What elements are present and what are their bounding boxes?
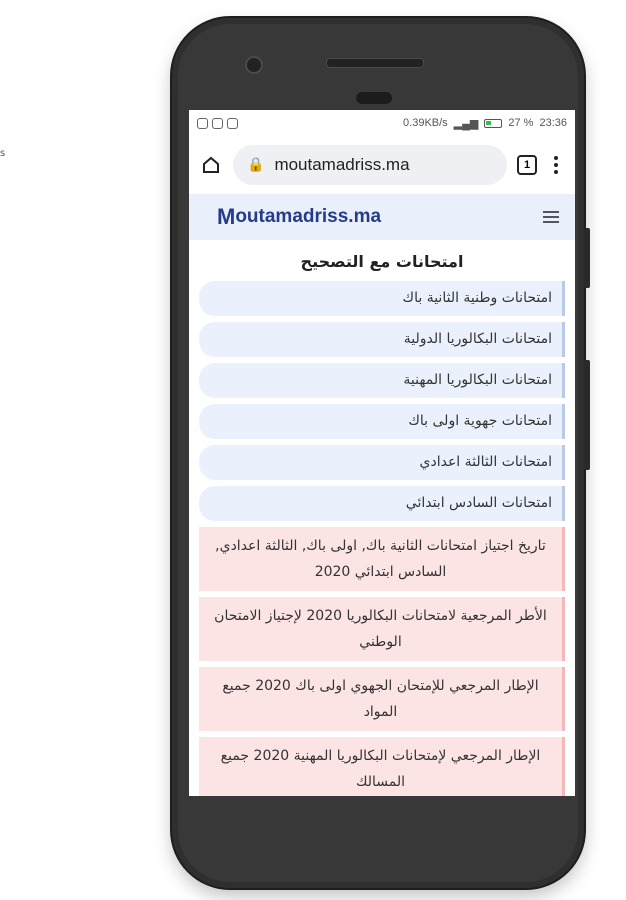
battery-level: 27 % [508, 117, 534, 129]
list-item[interactable]: تاريخ اجتياز امتحانات الثانية باك, اولى باك, الثالثة اعدادي, السادس ابتدائي 2020 [199, 527, 565, 591]
clock: 23:36 [539, 117, 567, 129]
more-menu-icon[interactable] [547, 156, 565, 174]
whatsapp-icon [197, 118, 208, 129]
stray-text: s [0, 148, 6, 159]
logo-initial: M [217, 204, 236, 229]
list-item[interactable]: الإطار المرجعي لإمتحانات البكالوريا المهنية 2020 جميع المسالك [199, 737, 565, 796]
site-logo[interactable] [217, 204, 381, 230]
list-item[interactable]: امتحانات البكالوريا الدولية [199, 322, 565, 357]
list-item[interactable]: امتحانات الثالثة اعدادي [199, 445, 565, 480]
status-bar [189, 110, 575, 136]
list-item[interactable]: الإطار المرجعي للإمتحان الجهوي اولى باك 2020 جميع المواد [199, 667, 565, 731]
logo-text: outamadriss.ma [235, 206, 382, 227]
list-item[interactable]: امتحانات البكالوريا المهنية [199, 363, 565, 398]
address-bar[interactable] [233, 145, 507, 185]
front-camera [245, 56, 263, 74]
battery-icon [484, 119, 502, 128]
sensor-notch [356, 92, 392, 104]
list-item[interactable]: الأطر المرجعية لامتحانات البكالوريا 2020 لإجتياز الامتحان الوطني [199, 597, 565, 661]
url-text: moutamadriss.ma [274, 155, 410, 174]
page-title: امتحانات مع التصحيح [300, 252, 464, 271]
site-header [189, 194, 575, 240]
power-button [584, 360, 590, 470]
browser-toolbar [189, 136, 575, 194]
lock-icon: 🔒 [247, 157, 265, 173]
gallery-icon [227, 118, 238, 129]
list-item[interactable]: امتحانات وطنية الثانية باك [199, 281, 565, 316]
list-item[interactable]: امتحانات السادس ابتدائي [199, 486, 565, 521]
earpiece-speaker [326, 58, 424, 68]
tab-switcher-button[interactable]: 1 [517, 155, 537, 175]
net-speed: 0.39KB/s [403, 117, 448, 129]
volume-button [584, 228, 590, 288]
menu-icon[interactable] [543, 211, 559, 223]
phone-screen [189, 110, 575, 796]
signal-icon: ▂▄▆ [453, 117, 479, 130]
list-item[interactable]: امتحانات جهوية اولى باك [199, 404, 565, 439]
home-icon[interactable] [199, 153, 223, 177]
instagram-icon [212, 118, 223, 129]
exam-list [189, 281, 575, 796]
